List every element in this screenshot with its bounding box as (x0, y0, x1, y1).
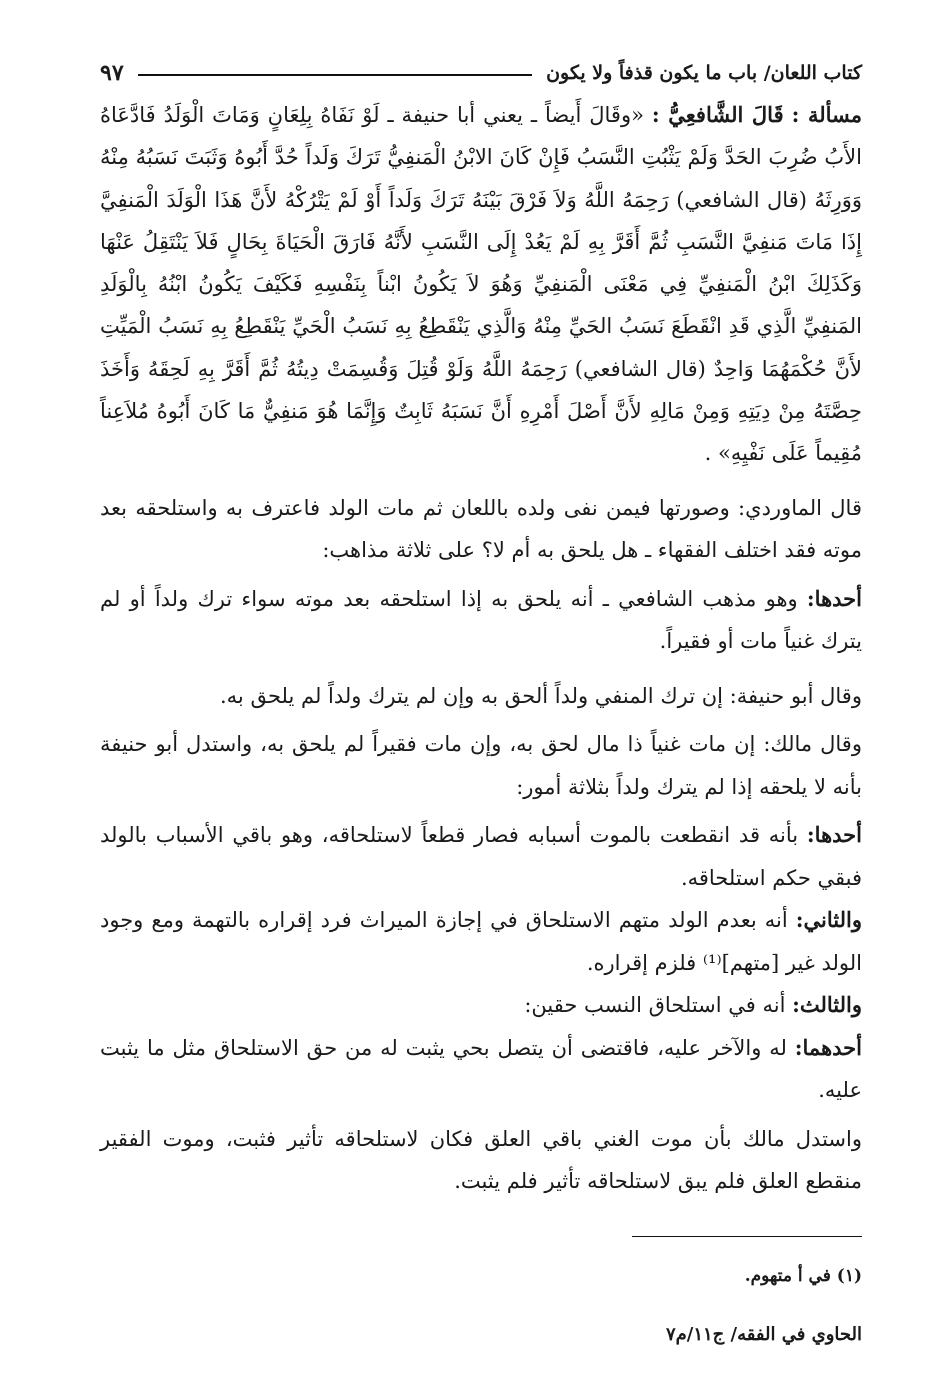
paragraph-9 (100, 1118, 862, 1203)
paragraph-label: أحدها: (806, 585, 862, 611)
shafii-quote-text: «وقَالَ أَيضاً ـ يعني أبا حنيفة ـ لَوْ نَفَاهُ بِلِعَانٍ وَمَاتَ الْوَلَدُ فَادَّعَاهُ الأَبُ ضُرِبَ الحَدَّ وَلَمْ يَثْبُتِ النَّسَبُ فَإِنْ كَانَ الابْنُ الْمَنفِيُّ تَرَكَ وَلَداً حُدَّ أَبُوهُ وَثَبَتَ نَسَبُهُ مِنْهُ وَوَرِثَهُ (قال الشافعي) رَحِمَهُ اللَّهُ وَلاَ فَرْقَ بَيْنَهُ تَرَكَ وَلَداً أَوْ لَمْ يَتْرُكْهُ لأَنَّ هَذَا الْوَلَدَ الْمَنفِيَّ إِذَا مَاتَ مَنفِيَّ النَّسَبِ ثُمَّ أَقَرَّ بِهِ لَمْ يَعُدْ إِلَى النَّسَبِ لأَنَّهُ فَارَقَ الْحَيَاةَ بِحَالٍ فَلاَ يَنْتَقِلُ عَنْهَا وَكَذَلِكَ ابْنُ الْمَنفِيِّ فِي مَعْنَى الْمَنفِيِّ وَهُوَ لاَ يَكُونُ ابْناً بِنَفْسِهِ فَكَيْفَ يَكُونُ ابْنُهُ بِالْوَلَدِ المَنفِيِّ الَّذِي قَدِ انْقَطَعَ نَسَبُ الحَيِّ مِنْهُ وَالَّذِي يَنْقَطِعُ بِهِ نَسَبُ الْحَيِّ يَنْقَطِعُ بِهِ نَسَبُ الْمَيِّتِ لأَنَّ حُكْمَهُمَا وَاحِدٌ (قال الشافعي) رَحِمَهُ اللَّهُ وَلَوْ قُتِلَ وَقُسِمَتْ دِيتُهُ ثُمَّ أَقَرَّ بِهِ لَحِقَهُ وَأَخَذَ حِصَّتَهُ مِنْ دِيَتِهِ وَمِنْ مَالِهِ لأَنَّ أَصْلَ أَمْرِهِ أَنَّ نَسَبَهُ ثَابِتٌ وَإِنَّمَا هُوَ مَنفِيٌّ مَا كَانَ أَبُوهُ مُلاَعِناً مُقِيماً عَلَى نَفْيِهِ» . (100, 103, 862, 466)
paragraph-label: والثاني: (795, 907, 862, 933)
footnote-separator (632, 1236, 862, 1237)
paragraph-text: واستدل مالك بأن موت الغني باقي العلق فكان لاستلحاقه تأثير فثبت، وموت الفقير منقطع العلق فلم يبق لاستلحاقه تأثير فلم يثبت. (100, 1126, 862, 1194)
running-title: كتاب اللعان/ باب ما يكون قذفاً ولا يكون (546, 62, 862, 84)
paragraph-text: له والآخر عليه، فاقتضى أن يتصل بحي يثبت له من حق الاستلحاق مثل ما يثبت عليه. (100, 1035, 862, 1103)
paragraph-text: بأنه قد انقطعت بالموت أسبابه فصار قطعاً لاستلحاقه، وهو باقي الأسباب بالولد فبقي حكم استلحاقه. (100, 823, 862, 890)
page-number: ٩٧ (100, 60, 124, 86)
header-rule (138, 74, 532, 76)
paragraph-label: أحدها: (806, 822, 862, 848)
paragraph-text: أنه بعدم الولد متهم الاستلحاق في إجازة الميراث فرد إقراره بالتهمة ومع وجود الولد غير [متهم]⁽¹⁾ فلزم إقراره. (100, 908, 862, 975)
paragraph-2 (100, 578, 862, 663)
paragraph-5 (100, 814, 862, 899)
paragraph-label: والثالث: (792, 992, 862, 1018)
paragraph-3 (100, 675, 862, 718)
shafii-quote-paragraph (100, 94, 862, 475)
paragraph-7 (100, 984, 862, 1027)
paragraph-text: قال الماوردي: وصورتها فيمن نفى ولده باللعان ثم مات الولد فاعترف به واستلحقه بعد موته فقد اختلف الفقهاء ـ هل يلحق به أم لا؟ على ثلاثة مذاهب: (100, 495, 862, 563)
paragraph-label: أحدهما: (794, 1034, 862, 1060)
paragraph-text: وقال مالك: إن مات غنياً ذا مال لحق به، وإن مات فقيراً لم يلحق به، واستدل أبو حنيفة بأنه لا يلحقه إذا لم يترك ولداً بثلاثة أمور: (100, 732, 862, 799)
document-page (100, 56, 862, 1346)
paragraph-text: أنه في استلحاق النسب حقين: (524, 993, 786, 1018)
masala-label: مسألة : (791, 102, 862, 127)
page-body (100, 94, 862, 1203)
running-header (100, 56, 862, 90)
paragraph-text: وهو مذهب الشافعي ـ أنه يلحق به إذا استلحقه بعد موته سواء ترك ولداً أو لم يترك غنياً مات أو فقيراً. (100, 586, 862, 654)
paragraph-4 (100, 723, 862, 808)
paragraph-text: وقال أبو حنيفة: إن ترك المنفي ولداً ألحق به وإن لم يترك ولداً لم يلحق به. (219, 683, 862, 708)
shafii-label: قَالَ الشَّافعِيُّ : (651, 102, 784, 127)
footnote: (١) في أ متهوم. (744, 1266, 862, 1286)
paragraph-6 (100, 899, 862, 984)
footer-signature: الحاوي في الفقه/ ج١١/م٧ (665, 1324, 862, 1345)
paragraph-8 (100, 1027, 862, 1112)
paragraph-1 (100, 487, 862, 572)
